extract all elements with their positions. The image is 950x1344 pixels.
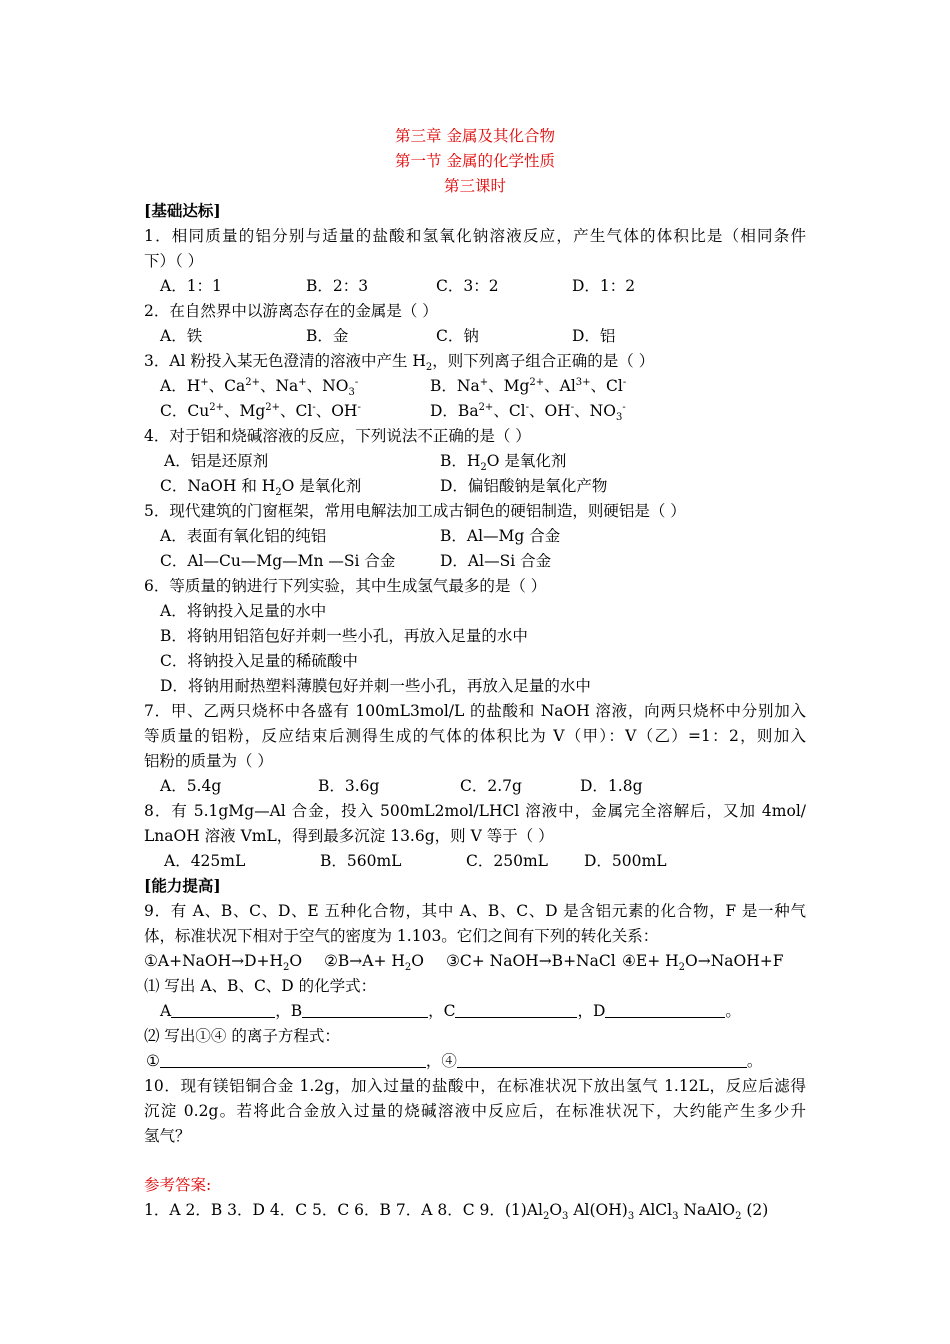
q8-option-d: D．500mL	[584, 852, 667, 870]
q8-option-c: C．250mL	[466, 852, 548, 870]
q7-stem-line1: 7．甲、乙两只烧杯中各盛有 100mL3mol/L 的盐酸和 NaOH 溶液，向两只烧杯中分别加入	[144, 702, 806, 720]
q7-option-d: D．1.8g	[580, 777, 643, 795]
q6-stem: 6．等质量的钠进行下列实验，其中生成氢气最多的是（ ）	[144, 577, 547, 595]
q9-part1-blanks: A ，B ，C ，D 。	[160, 1002, 741, 1020]
q4-option-b: B．$H_2O$ 是氧化剂	[440, 452, 567, 474]
section-basic: [基础达标]	[144, 201, 221, 220]
q6-option-d: D．将钠用耐热塑料薄膜包好并刺一些小孔，再放入足量的水中	[160, 677, 591, 695]
q9-reaction-4: ④E+ $H_2O\to NaOH+F$	[622, 952, 784, 974]
q7-option-b: B．3.6g	[318, 777, 380, 795]
q4-option-c: C．NaOH 和 $H_2O$ 是氧化剂	[160, 477, 362, 499]
q4-option-a: A．铝是还原剂	[164, 452, 269, 470]
q9-reaction-3: ③C+ NaOH→B+NaCl	[446, 952, 616, 970]
q7-stem-line2: 等质量的铝粉，反应结束后测得生成的气体的体积比为 V（甲）：V（乙）=1：2，则加入	[144, 727, 806, 745]
q3-stem: 3．Al 粉投入某无色澄清的溶液中产生 $H_2$，则下列离子组合正确的是（ ）	[144, 352, 655, 374]
blank-a[interactable]	[171, 1001, 275, 1018]
section-title: 第一节 金属的化学性质	[395, 152, 555, 170]
q10-stem-line1: 10．现有镁铝铜合金 1.2g，加入过量的盐酸中，在标准状况下放出氢气 1.12L，反应后滤得	[144, 1077, 806, 1095]
q10-stem-line2: 沉淀 0.2g。若将此合金放入过量的烧碱溶液中反应后，在标准状况下，大约能产生多少升	[144, 1102, 806, 1120]
q6-option-b: B．将钠用铝箔包好并刺一些小孔，再放入足量的水中	[160, 627, 528, 645]
q1-option-b: B．2：3	[306, 277, 369, 295]
q5-stem: 5．现代建筑的门窗框架，常用电解法加工成古铜色的硬铝制造，则硬铝是（ ）	[144, 502, 686, 520]
q3-option-a: A．H+、$Ca^{2+}$、Na+、$NO_3^-$	[160, 376, 359, 399]
q9-stem-line2: 体，标准状况下相对于空气的密度为 1.103。它们之间有下列的转化关系：	[144, 927, 659, 945]
q1-stem-line2: 下）（ ）	[144, 252, 204, 270]
q4-stem: 4．对于铝和烧碱溶液的反应，下列说法不正确的是（ ）	[144, 427, 531, 445]
q2-option-b: B．金	[306, 327, 349, 345]
section-advanced: [能力提高]	[144, 876, 221, 895]
q2-option-a: A．铁	[160, 327, 203, 345]
answers-heading: 参考答案:	[144, 1176, 212, 1194]
q9-reaction-2: ②B→A+ $H_2O$	[324, 952, 424, 974]
q1-option-a: A．1：1	[160, 277, 222, 295]
q7-option-c: C．2.7g	[460, 777, 522, 795]
q5-option-c: C．Al—Cu—Mg—Mn —Si 合金	[160, 552, 396, 570]
q5-option-a: A．表面有氧化铝的纯铝	[160, 527, 327, 545]
q10-stem-line3: 氢气？	[144, 1127, 191, 1145]
q8-option-a: A．425mL	[164, 852, 246, 870]
q2-stem: 2．在自然界中以游离态存在的金属是（ ）	[144, 302, 438, 320]
q3-option-b: B．Na+、$Mg^{2+}$、$Al^{3+}$、Cl-	[430, 376, 627, 395]
q4-option-d: D．偏铝酸钠是氧化产物	[440, 477, 608, 495]
q8-option-b: B．560mL	[320, 852, 402, 870]
q3-option-d: D．$Ba^{2+}$、Cl-、OH-、$NO_3^-$	[430, 401, 626, 424]
q5-option-b: B．Al—Mg 合金	[440, 527, 561, 545]
q8-stem-line2: LnaOH 溶液 VmL，得到最多沉淀 13.6g，则 V 等于（ ）	[144, 827, 554, 845]
chapter-title: 第三章 金属及其化合物	[395, 127, 555, 145]
q6-option-c: C．将钠投入足量的稀硫酸中	[160, 652, 358, 670]
q5-option-d: D．Al—Si 合金	[440, 552, 552, 570]
blank-eq-4[interactable]	[457, 1051, 747, 1068]
q1-stem-line1: 1．相同质量的铝分别与适量的盐酸和氢氧化钠溶液反应，产生气体的体积比是（相同条件	[144, 227, 806, 245]
q2-option-d: D．铝	[572, 327, 616, 345]
q9-reaction-1: $①A+NaOH\to D+H_2O$	[144, 952, 303, 974]
q6-option-a: A．将钠投入足量的水中	[160, 602, 327, 620]
blank-b[interactable]	[302, 1001, 428, 1018]
q1-option-c: C．3：2	[436, 277, 499, 295]
q3-option-c: C．$Cu^{2+}$、$Mg^{2+}$、Cl-、OH-	[160, 401, 361, 420]
lesson-title: 第三课时	[443, 177, 506, 195]
blank-c[interactable]	[455, 1001, 577, 1018]
q8-stem-line1: 8．有 5.1gMg—Al 合金，投入 500mL2mol/LHCl 溶液中，金属完全溶解后，又加 4mol/	[144, 802, 806, 820]
q2-option-c: C．钠	[436, 327, 479, 345]
q9-part1-prompt: ⑴ 写出 A、B、C、D 的化学式：	[144, 977, 377, 995]
blank-eq-1[interactable]	[160, 1051, 426, 1068]
answers-line: 1．A 2．B 3．D 4．C 5．C 6．B 7．A 8．C 9．$(1)Al_2O_3$ $Al(OH)_3$ AlCl$_3$ NaAlO$_2$ (2)	[144, 1201, 769, 1223]
q7-option-a: A．5.4g	[160, 777, 222, 795]
q9-part2-blanks: ① ，④ 。	[146, 1052, 763, 1070]
q9-part2-prompt: ⑵ 写出①④ 的离子方程式：	[144, 1027, 340, 1045]
q1-option-d: D．1：2	[572, 277, 636, 295]
q7-stem-line3: 铝粉的质量为（ ）	[144, 752, 273, 770]
q9-stem-line1: 9．有 A、B、C、D、E 五种化合物，其中 A、B、C、D 是含铝元素的化合物，F 是一种气	[144, 902, 806, 920]
blank-d[interactable]	[605, 1001, 725, 1018]
